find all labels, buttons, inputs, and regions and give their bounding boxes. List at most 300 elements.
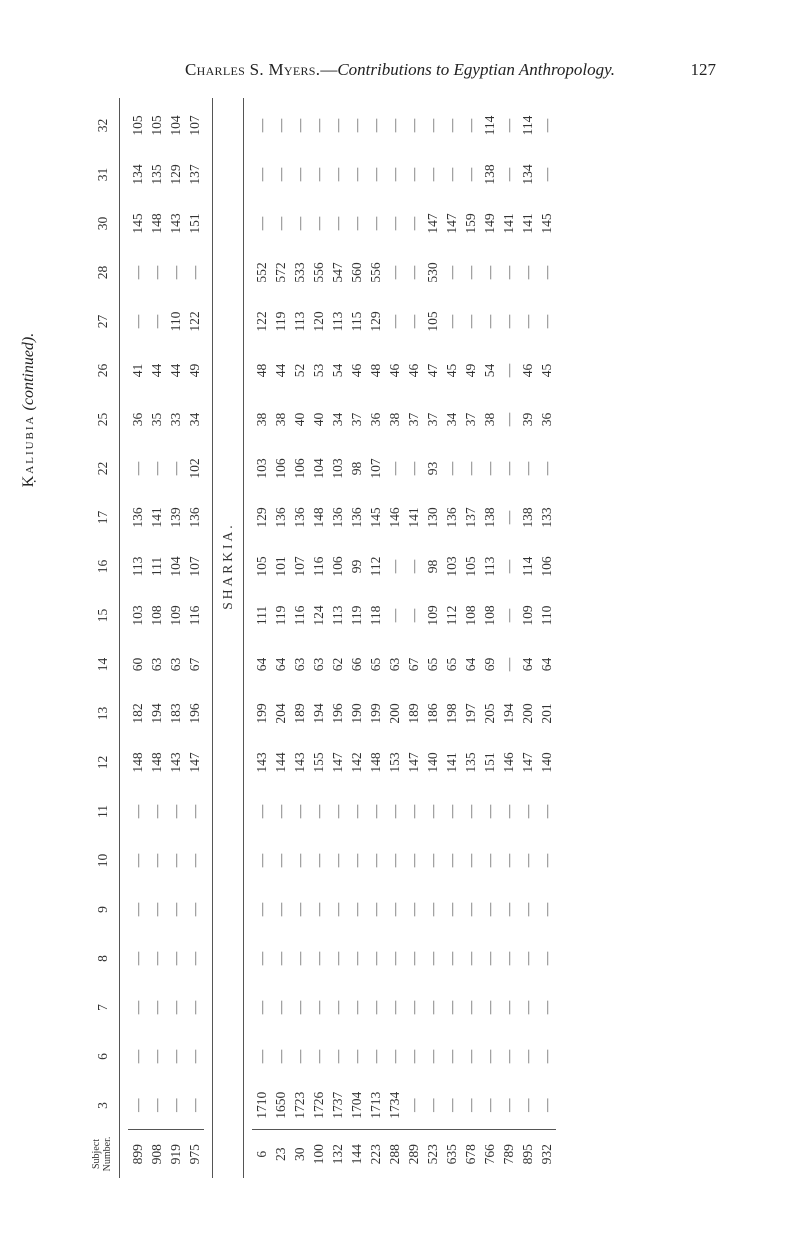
measurement-cell: 143: [168, 752, 183, 773]
table-row: [442, 98, 461, 1178]
measurement-cell: —: [168, 853, 183, 868]
measurement-cell: 108: [482, 605, 497, 626]
measurement-cell: —: [311, 804, 326, 819]
column-header: 6: [85, 1032, 120, 1081]
measurement-cell: —: [406, 1049, 421, 1064]
measurement-cell: [347, 98, 366, 101]
subject-number-cell: 766: [480, 1130, 499, 1178]
measurement-cell: 194: [501, 703, 516, 724]
measurement-cell: —: [311, 1000, 326, 1015]
measurement-cell: —: [539, 1049, 554, 1064]
measurement-cell: —: [463, 265, 478, 280]
table-row: [290, 98, 309, 1178]
measurement-cell: —: [501, 608, 516, 623]
measurement-cell: —: [539, 804, 554, 819]
measurement-cell: 69: [482, 657, 497, 672]
measurement-cell: —: [130, 1000, 145, 1015]
measurement-cell: —: [130, 1049, 145, 1064]
measurement-cell: —: [273, 804, 288, 819]
measurement-cell: 1734: [387, 1091, 402, 1119]
measurement-cell: —: [130, 853, 145, 868]
measurement-cell: —: [387, 167, 402, 182]
measurement-cell: —: [387, 608, 402, 623]
measurement-cell: —: [368, 902, 383, 917]
measurement-cell: 63: [168, 657, 183, 672]
column-header: 31: [85, 150, 120, 199]
table-row: [128, 98, 147, 1178]
measurement-cell: —: [406, 951, 421, 966]
measurement-cell: 556: [311, 262, 326, 283]
measurement-cell: 136: [330, 507, 345, 528]
measurement-cell: —: [501, 951, 516, 966]
measurement-cell: 143: [292, 752, 307, 773]
spacer-cell: [204, 98, 213, 1178]
measurement-cell: —: [368, 804, 383, 819]
measurement-cell: 63: [292, 657, 307, 672]
measurement-cell: 37: [463, 412, 478, 427]
subject-number-cell: 6: [252, 1130, 271, 1178]
measurement-cell: 111: [254, 605, 269, 626]
measurement-cell: —: [501, 1000, 516, 1015]
measurement-cell: —: [387, 461, 402, 476]
measurement-cell: —: [387, 951, 402, 966]
measurement-cell: [480, 98, 499, 101]
measurement-cell: —: [149, 1098, 164, 1112]
column-header: 7: [85, 983, 120, 1032]
measurement-cell: —: [425, 804, 440, 819]
measurement-cell: 1726: [311, 1091, 326, 1119]
measurement-cell: 52: [292, 363, 307, 378]
measurement-cell: —: [349, 951, 364, 966]
measurement-cell: —: [444, 461, 459, 476]
measurement-cell: 116: [187, 605, 202, 626]
measurement-cell: —: [463, 853, 478, 868]
measurement-cell: —: [463, 804, 478, 819]
measurement-cell: —: [187, 1000, 202, 1015]
column-header: 12: [85, 738, 120, 787]
subject-number-cell: 895: [518, 1130, 537, 1178]
measurement-cell: —: [330, 118, 345, 133]
measurement-cell: 67: [187, 657, 202, 672]
section-title: SHARKIA.: [213, 98, 244, 1178]
subject-number-header: Subject Number.: [85, 1130, 120, 1178]
measurement-cell: —: [130, 804, 145, 819]
measurement-cell: 54: [330, 363, 345, 378]
measurement-cell: —: [425, 1000, 440, 1015]
measurement-cell: 36: [130, 412, 145, 427]
measurement-cell: [423, 98, 442, 101]
measurement-cell: 38: [482, 412, 497, 427]
measurement-cell: 148: [149, 213, 164, 234]
measurement-cell: —: [406, 1000, 421, 1015]
column-header: 3: [85, 1081, 120, 1130]
measurement-cell: —: [539, 951, 554, 966]
measurement-cell: 145: [130, 213, 145, 234]
measurement-cell: [166, 98, 185, 101]
measurement-cell: 189: [292, 703, 307, 724]
measurement-cell: 106: [539, 556, 554, 577]
measurement-cell: —: [501, 118, 516, 133]
measurement-cell: —: [425, 951, 440, 966]
measurement-cell: —: [187, 951, 202, 966]
measurement-cell: 104: [311, 458, 326, 479]
measurement-cell: 140: [425, 752, 440, 773]
measurement-cell: 151: [482, 752, 497, 773]
measurement-cell: 114: [520, 115, 535, 136]
measurement-cell: 34: [330, 412, 345, 427]
spacer-cell: [244, 98, 253, 1178]
measurement-cell: —: [292, 902, 307, 917]
measurement-cell: 67: [406, 657, 421, 672]
measurement-cell: 103: [444, 556, 459, 577]
measurement-cell: —: [149, 314, 164, 329]
measurement-cell: —: [463, 461, 478, 476]
spacer-row: [244, 98, 253, 1178]
measurement-cell: —: [501, 1049, 516, 1064]
measurement-cell: —: [520, 1098, 535, 1112]
measurement-cell: 552: [254, 262, 269, 283]
measurement-cell: 115: [349, 311, 364, 332]
measurement-cell: 155: [311, 752, 326, 773]
measurement-cell: 146: [387, 507, 402, 528]
measurement-cell: 136: [292, 507, 307, 528]
measurement-cell: —: [501, 1098, 516, 1112]
measurement-cell: 533: [292, 262, 307, 283]
measurement-cell: —: [149, 853, 164, 868]
measurement-cell: [128, 98, 147, 101]
measurement-cell: —: [292, 167, 307, 182]
measurement-cell: —: [425, 118, 440, 133]
article-title: Contributions to Egyptian Anthropology.: [337, 60, 616, 79]
measurement-cell: —: [149, 951, 164, 966]
measurement-cell: 133: [539, 507, 554, 528]
measurement-cell: 44: [273, 363, 288, 378]
measurement-cell: —: [482, 853, 497, 868]
measurement-cell: —: [130, 902, 145, 917]
measurement-cell: 108: [149, 605, 164, 626]
measurement-cell: 60: [130, 657, 145, 672]
measurement-cell: —: [539, 902, 554, 917]
measurement-cell: —: [330, 167, 345, 182]
measurement-cell: 65: [368, 657, 383, 672]
measurement-cell: 147: [406, 752, 421, 773]
measurement-cell: 64: [520, 657, 535, 672]
measurement-cell: —: [273, 951, 288, 966]
measurement-cell: —: [501, 853, 516, 868]
measurement-cell: —: [520, 853, 535, 868]
subject-number-cell: 144: [347, 1130, 366, 1178]
measurement-cell: —: [311, 902, 326, 917]
measurement-cell: 45: [539, 363, 554, 378]
measurement-cell: —: [387, 559, 402, 574]
measurement-cell: —: [311, 951, 326, 966]
spacer-row: [120, 98, 129, 1178]
measurement-cell: 136: [349, 507, 364, 528]
measurement-cell: —: [463, 1098, 478, 1112]
measurement-cell: 144: [273, 752, 288, 773]
measurement-cell: —: [520, 804, 535, 819]
measurement-cell: —: [330, 902, 345, 917]
table-row: [166, 98, 185, 1178]
measurement-cell: —: [501, 412, 516, 427]
measurement-cell: [499, 98, 518, 101]
section-row: [213, 98, 244, 1178]
measurement-cell: 113: [330, 311, 345, 332]
measurement-cell: 103: [330, 458, 345, 479]
measurement-cell: 205: [482, 703, 497, 724]
measurement-cell: —: [368, 853, 383, 868]
measurement-cell: —: [444, 853, 459, 868]
measurement-cell: —: [292, 853, 307, 868]
measurement-cell: —: [349, 1049, 364, 1064]
measurement-cell: 53: [311, 363, 326, 378]
subject-number-cell: 919: [166, 1130, 185, 1178]
measurement-cell: 36: [368, 412, 383, 427]
measurement-cell: 149: [482, 213, 497, 234]
measurement-cell: —: [501, 167, 516, 182]
measurement-cell: 102: [187, 458, 202, 479]
measurement-table: [85, 98, 556, 1178]
measurement-cell: —: [292, 118, 307, 133]
measurement-cell: —: [254, 951, 269, 966]
page-header: [0, 0, 800, 95]
measurement-cell: 130: [425, 507, 440, 528]
measurement-cell: 159: [463, 213, 478, 234]
measurement-cell: —: [520, 461, 535, 476]
measurement-cell: —: [168, 461, 183, 476]
measurement-cell: —: [149, 902, 164, 917]
measurement-cell: 64: [254, 657, 269, 672]
measurement-cell: —: [387, 216, 402, 231]
measurement-cell: 137: [463, 507, 478, 528]
measurement-cell: 135: [463, 752, 478, 773]
table-row: [423, 98, 442, 1178]
measurement-cell: 104: [168, 115, 183, 136]
measurement-cell: —: [187, 804, 202, 819]
measurement-cell: —: [273, 902, 288, 917]
measurement-cell: —: [539, 461, 554, 476]
subject-number-cell: 789: [499, 1130, 518, 1178]
measurement-cell: —: [425, 1049, 440, 1064]
measurement-cell: 145: [368, 507, 383, 528]
measurement-cell: 129: [168, 164, 183, 185]
measurement-cell: 129: [368, 311, 383, 332]
measurement-cell: —: [149, 804, 164, 819]
measurement-cell: —: [149, 1000, 164, 1015]
measurement-cell: 112: [444, 605, 459, 626]
table-section-label: [20, 300, 50, 520]
measurement-cell: —: [349, 1000, 364, 1015]
measurement-cell: 199: [254, 703, 269, 724]
measurement-cell: 46: [520, 363, 535, 378]
column-header: 14: [85, 640, 120, 689]
subject-number-cell: 932: [537, 1130, 556, 1178]
measurement-cell: [185, 98, 204, 101]
measurement-cell: 547: [330, 262, 345, 283]
measurement-cell: —: [368, 1000, 383, 1015]
measurement-cell: 105: [130, 115, 145, 136]
measurement-cell: 37: [349, 412, 364, 427]
measurement-cell: —: [387, 853, 402, 868]
title-separator: —: [320, 60, 338, 79]
measurement-cell: —: [254, 1049, 269, 1064]
measurement-cell: —: [406, 804, 421, 819]
measurement-cell: —: [406, 314, 421, 329]
measurement-cell: —: [330, 804, 345, 819]
measurement-cell: —: [520, 265, 535, 280]
measurement-cell: 1713: [368, 1091, 383, 1119]
table-row: [147, 98, 166, 1178]
measurement-cell: —: [368, 1049, 383, 1064]
measurement-cell: —: [444, 1049, 459, 1064]
measurement-cell: 46: [406, 363, 421, 378]
measurement-cell: —: [539, 167, 554, 182]
measurement-cell: 38: [254, 412, 269, 427]
measurement-cell: 113: [130, 556, 145, 577]
measurement-cell: 140: [539, 752, 554, 773]
measurement-cell: —: [168, 902, 183, 917]
measurement-cell: 186: [425, 703, 440, 724]
measurement-cell: —: [330, 1049, 345, 1064]
column-header: 16: [85, 542, 120, 591]
subject-number-cell: 23: [271, 1130, 290, 1178]
measurement-cell: [461, 98, 480, 101]
column-header: 8: [85, 934, 120, 983]
measurement-cell: —: [130, 461, 145, 476]
measurement-cell: —: [463, 314, 478, 329]
measurement-cell: 40: [311, 412, 326, 427]
measurement-cell: 107: [187, 115, 202, 136]
measurement-cell: —: [520, 1049, 535, 1064]
measurement-cell: —: [406, 265, 421, 280]
measurement-cell: —: [463, 167, 478, 182]
measurement-cell: [537, 98, 556, 101]
measurement-cell: —: [330, 951, 345, 966]
measurement-cell: 38: [387, 412, 402, 427]
column-header: 11: [85, 787, 120, 836]
measurement-cell: —: [463, 118, 478, 133]
measurement-cell: 148: [311, 507, 326, 528]
measurement-cell: 147: [425, 213, 440, 234]
measurement-cell: 1710: [254, 1091, 269, 1119]
measurement-cell: —: [539, 1000, 554, 1015]
measurement-cell: —: [330, 216, 345, 231]
measurement-cell: —: [311, 118, 326, 133]
measurement-cell: 134: [130, 164, 145, 185]
measurement-cell: —: [273, 853, 288, 868]
table-row: [385, 98, 404, 1178]
measurement-cell: —: [444, 314, 459, 329]
measurement-cell: —: [425, 1098, 440, 1112]
measurement-cell: —: [539, 265, 554, 280]
table-row: [366, 98, 385, 1178]
measurement-cell: —: [444, 951, 459, 966]
table-row: [461, 98, 480, 1178]
measurement-cell: 107: [368, 458, 383, 479]
measurement-cell: 136: [187, 507, 202, 528]
continued-note: (continued).: [20, 332, 37, 411]
measurement-cell: 63: [311, 657, 326, 672]
measurement-cell: 190: [349, 703, 364, 724]
measurement-cell: —: [273, 167, 288, 182]
measurement-cell: [442, 98, 461, 101]
measurement-cell: 39: [520, 412, 535, 427]
measurement-cell: 107: [187, 556, 202, 577]
measurement-cell: 113: [330, 605, 345, 626]
measurement-cell: —: [482, 265, 497, 280]
measurement-cell: —: [501, 363, 516, 378]
measurement-cell: —: [149, 461, 164, 476]
measurement-cell: —: [273, 1049, 288, 1064]
measurement-cell: —: [444, 167, 459, 182]
measurement-cell: —: [292, 951, 307, 966]
measurement-cell: 136: [273, 507, 288, 528]
measurement-cell: 46: [387, 363, 402, 378]
measurement-cell: —: [501, 804, 516, 819]
subject-number-cell: 678: [461, 1130, 480, 1178]
measurement-cell: —: [482, 1098, 497, 1112]
measurement-cell: —: [501, 265, 516, 280]
measurement-cell: —: [539, 118, 554, 133]
measurement-cell: —: [168, 1098, 183, 1112]
measurement-cell: —: [311, 853, 326, 868]
measurement-cell: 556: [368, 262, 383, 283]
measurement-cell: 137: [187, 164, 202, 185]
measurement-cell: —: [501, 461, 516, 476]
measurement-cell: —: [168, 1049, 183, 1064]
measurement-cell: —: [292, 1049, 307, 1064]
measurement-cell: 147: [444, 213, 459, 234]
measurement-cell: —: [187, 902, 202, 917]
column-header: 17: [85, 493, 120, 542]
subject-number-cell: 30: [290, 1130, 309, 1178]
measurement-cell: —: [149, 265, 164, 280]
measurement-cell: —: [425, 167, 440, 182]
measurement-cell: 194: [311, 703, 326, 724]
measurement-cell: 40: [292, 412, 307, 427]
measurement-cell: —: [387, 1049, 402, 1064]
measurement-cell: —: [406, 216, 421, 231]
measurement-cell: 141: [444, 752, 459, 773]
measurement-cell: 105: [254, 556, 269, 577]
column-header: 15: [85, 591, 120, 640]
measurement-cell: 98: [349, 461, 364, 476]
measurement-cell: 1723: [292, 1091, 307, 1119]
measurement-cell: —: [254, 804, 269, 819]
measurement-cell: 99: [349, 559, 364, 574]
measurement-cell: 114: [520, 556, 535, 577]
author-name: Charles S. Myers.: [184, 60, 321, 79]
measurement-cell: —: [463, 1049, 478, 1064]
measurement-cell: 1737: [330, 1091, 345, 1119]
measurement-cell: [385, 98, 404, 101]
measurement-cell: —: [406, 118, 421, 133]
measurement-cell: —: [406, 559, 421, 574]
measurement-cell: —: [368, 951, 383, 966]
measurement-cell: —: [273, 118, 288, 133]
measurement-cell: 147: [330, 752, 345, 773]
table-row: [309, 98, 328, 1178]
measurement-cell: 147: [187, 752, 202, 773]
measurement-cell: [271, 98, 290, 101]
measurement-cell: —: [387, 265, 402, 280]
measurement-cell: 147: [520, 752, 535, 773]
measurement-cell: —: [520, 314, 535, 329]
measurement-cell: —: [482, 951, 497, 966]
measurement-cell: 44: [149, 363, 164, 378]
table-row: [499, 98, 518, 1178]
measurement-cell: 110: [539, 605, 554, 626]
